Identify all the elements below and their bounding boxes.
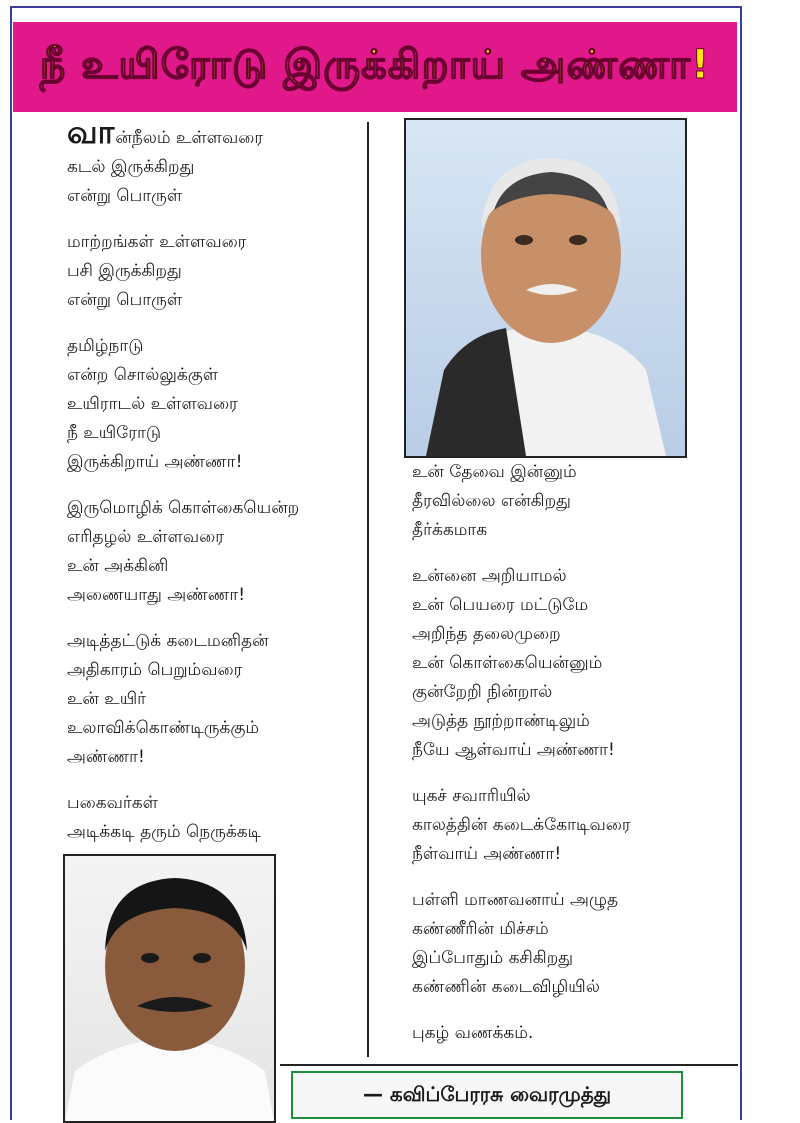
poem-line: என்று பொருள் [67,290,183,310]
poem-stanza [67,332,357,477]
poem-line: பள்ளி மாணவனாய் அழுத [412,890,619,910]
poem-line: உன் கொள்கையென்னும் [412,653,603,673]
poem-stanza [412,562,732,765]
poem-stanza [67,789,357,847]
poem-stanza [412,886,732,1002]
poem-line: காலத்தின் கடைக்கோடிவரை [412,815,631,835]
title-banner [13,22,737,112]
poem-line: அணையாது அண்ணா! [67,585,246,605]
poem-left-column [67,113,357,864]
author-credit: — கவிப்பேரரசு வைரமுத்து [362,1081,612,1106]
portrait-photo-vairamuthu [63,854,276,1123]
poem-line: தீர்க்கமாக [412,520,488,540]
poem-line: உன் தேவை இன்னும் [412,462,577,482]
poem-line: கண்ணீரின் மிச்சம் [412,919,549,939]
poem-line: யுகச் சவாரியில் [412,786,531,806]
poem-line: குன்றேறி நின்றால் [412,682,553,702]
poem-line: ன்நீலம் உள்ளவரை [115,128,264,148]
page-title: நீ உயிரோடு இருக்கிறாய் அண்ணா! [39,41,711,88]
poem-line: கடல் இருக்கிறது [67,157,195,177]
poem-line: உன் உயிர் [67,689,147,709]
poem-line: தீரவில்லை என்கிறது [412,491,571,511]
poem-line: இப்போதும் கசிகிறது [412,948,574,968]
poem-line: கண்ணின் கடைவிழியில் [412,977,600,997]
poem-right-column [412,458,732,1065]
poem-line: அடுத்த நூற்றாண்டிலும் [412,711,590,731]
poem-line: தமிழ்நாடு [67,336,144,356]
poem-stanza [67,228,357,315]
poem-line: அடிக்கடி தரும் நெருக்கடி [67,822,262,842]
poem-line: உன் பெயரை மட்டுமே [412,595,589,615]
poem-line: நீள்வாய் அண்ணா! [412,844,562,864]
poem-line: புகழ் வணக்கம். [412,1023,534,1043]
portrait-anna-illustration [406,120,685,456]
poem-line: உன்னை அறியாமல் [412,566,567,586]
poem-line: அண்ணா! [67,747,145,767]
column-divider [367,122,369,1057]
poem-line: பகைவர்கள் [67,793,158,813]
poem-line: உன் அக்கினி [67,556,169,576]
poem-line: இருமொழிக் கொள்கையென்ற [67,498,300,518]
poem-stanza [67,153,357,211]
poem-line: நீயே ஆள்வாய் அண்ணா! [412,740,615,760]
poem-line: என்று பொருள் [67,186,183,206]
poem-stanza [67,494,357,610]
drop-cap: வா [67,113,115,151]
poem-line: நீ உயிரோடு [67,423,162,443]
portrait-photo-anna [404,118,687,458]
bottom-rule [280,1064,738,1066]
poem-line: என்ற சொல்லுக்குள் [67,365,219,385]
poem-stanza [412,458,732,545]
poem-line: மாற்றங்கள் உள்ளவரை [67,232,247,252]
author-credit-box [291,1071,683,1119]
poem-line: உலாவிக்கொண்டிருக்கும் [67,718,260,738]
poem-stanza [412,782,732,869]
poem-line: இருக்கிறாய் அண்ணா! [67,452,243,472]
poem-line: அறிந்த தலைமுறை [412,624,561,644]
poem-line: அடித்தட்டுக் கடைமனிதன் [67,631,269,651]
poem-line: பசி இருக்கிறது [67,261,182,281]
poem-first-line [67,113,357,153]
poem-stanza [67,627,357,772]
portrait-vairamuthu-illustration [65,856,274,1121]
poem-line: உயிராடல் உள்ளவரை [67,394,238,414]
poem-line: அதிகாரம் பெறும்வரை [67,660,243,680]
poem-line: எரிதழல் உள்ளவரை [67,527,225,547]
poem-stanza [412,1019,732,1048]
